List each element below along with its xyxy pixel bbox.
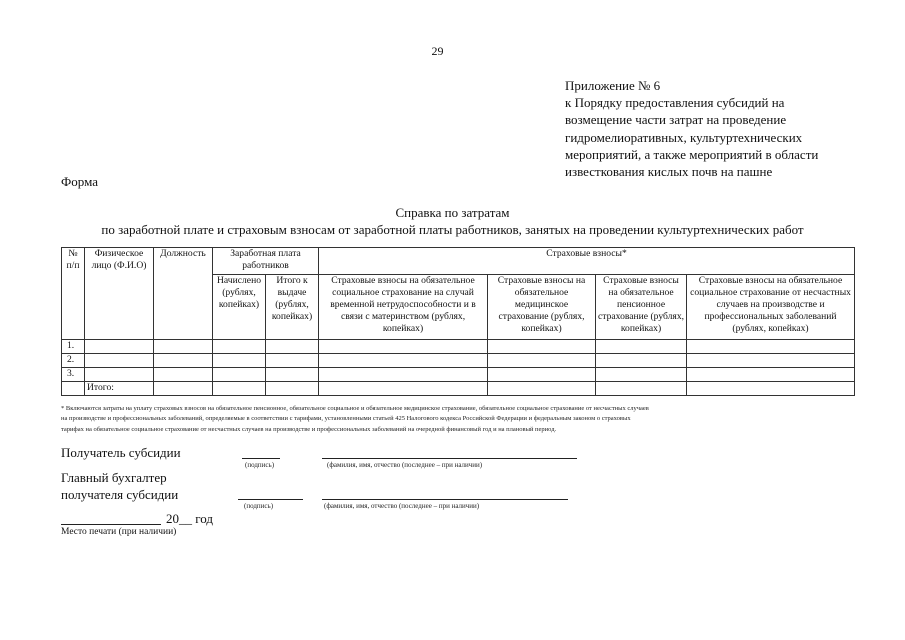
cell-ins-accident[interactable] — [687, 382, 855, 396]
cell-ins-accident[interactable] — [687, 354, 855, 368]
footnote-line: тарифах на обязательное социальное страхование от несчастных случаев на производстве и профессиональных заболеваний на очередной финансовый год и на плановый период. — [61, 425, 557, 433]
table-row — [62, 354, 855, 368]
recipient-signature-caption: (подпись) — [245, 461, 275, 469]
document-subtitle: по заработной плате и страховым взносам от заработной платы работников, занятых на проведении культуртехнических работ — [101, 222, 804, 237]
row-number: 3. — [62, 368, 85, 382]
expenses-table — [61, 247, 855, 396]
recipient-name-caption: (фамилия, имя, отчество (последнее – при наличии) — [327, 461, 483, 469]
date-line[interactable] — [61, 524, 161, 525]
row-number: 1. — [62, 340, 85, 354]
cell-person[interactable] — [85, 368, 154, 382]
row-number: 2. — [62, 354, 85, 368]
cell-accrued[interactable] — [213, 354, 266, 368]
header-position: Должность — [154, 248, 213, 340]
accountant-label-line2: получателя субсидии — [61, 487, 179, 502]
cell-to-pay[interactable] — [266, 368, 319, 382]
cell-ins-medical[interactable] — [488, 340, 596, 354]
cell-position[interactable] — [154, 340, 213, 354]
appendix-line: Приложение № 6 — [565, 78, 661, 93]
cell-person[interactable] — [85, 340, 154, 354]
header-ins-temp: Страховые взносы на обязательное социальное страхование на случай временной нетрудоспособности и в связи с материнством (рублях, копейках) — [319, 275, 488, 340]
header-accrued: Начислено (рублях, копейках) — [213, 275, 266, 340]
table-row — [62, 368, 855, 382]
document-title: Справка по затратам — [395, 205, 510, 220]
total-num-cell — [62, 382, 85, 396]
appendix-line: мероприятий, а также мероприятий в области — [565, 146, 819, 162]
accountant-signature-caption: (подпись) — [244, 502, 274, 510]
footnote-line: на производстве и профессиональных заболеваний, определяемые в соответствии с тарифами, установленными статьей 425 Налогового кодекса Российской Федерации и федеральным законом о страховых — [61, 415, 631, 423]
cell-position[interactable] — [154, 382, 213, 396]
footnote-line: * Включаются затраты на уплату страховых взносов на обязательное пенсионное, обязательное социальное и обязательное медицинское страхование, обязательное социальное страхование от несчастных случаев — [61, 405, 649, 412]
page-number: 29 — [431, 44, 444, 58]
cell-person[interactable] — [85, 354, 154, 368]
table-row — [62, 340, 855, 354]
recipient-name-line[interactable] — [322, 458, 577, 459]
cell-ins-accident[interactable] — [687, 368, 855, 382]
cell-ins-pension[interactable] — [596, 368, 687, 382]
cell-ins-medical[interactable] — [488, 382, 596, 396]
header-num: № п/п — [62, 248, 85, 340]
total-label: Итого: — [85, 382, 154, 396]
cell-accrued[interactable] — [213, 368, 266, 382]
cell-accrued[interactable] — [213, 340, 266, 354]
cell-ins-medical[interactable] — [488, 368, 596, 382]
cell-ins-accident[interactable] — [687, 340, 855, 354]
accountant-name-line[interactable] — [322, 499, 568, 500]
footnote — [61, 404, 856, 435]
cell-ins-temp[interactable] — [319, 340, 488, 354]
recipient-signature-line[interactable] — [242, 458, 280, 459]
header-ins-accident: Страховые взносы на обязательное социальное страхование от несчастных случаев на производстве и профессиональных заболеваний (рублях, копейках) — [687, 275, 855, 340]
header-ins-pension: Страховые взносы на обязательное пенсионное страхование (рублях, копейках) — [596, 275, 687, 340]
cell-ins-pension[interactable] — [596, 340, 687, 354]
cell-to-pay[interactable] — [266, 354, 319, 368]
total-row — [62, 382, 855, 396]
accountant-signature-line[interactable] — [238, 499, 303, 500]
cell-ins-pension[interactable] — [596, 354, 687, 368]
stamp-label: Место печати (при наличии) — [61, 527, 177, 537]
cell-ins-medical[interactable] — [488, 354, 596, 368]
cell-ins-temp[interactable] — [319, 368, 488, 382]
header-person: Физическое лицо (Ф.И.О) — [85, 248, 154, 340]
cell-ins-pension[interactable] — [596, 382, 687, 396]
appendix-block — [565, 77, 865, 180]
appendix-line: известкования кислых почв на пашне — [565, 164, 773, 180]
cell-ins-temp[interactable] — [319, 354, 488, 368]
appendix-line: возмещение части затрат на проведение — [565, 112, 787, 128]
cell-ins-temp[interactable] — [319, 382, 488, 396]
recipient-label: Получатель субсидии — [61, 445, 181, 460]
cell-accrued[interactable] — [213, 382, 266, 396]
header-salary: Заработная плата работников — [213, 248, 319, 275]
header-ins-medical: Страховые взносы на обязательное медицинское страхование (рублях, копейках) — [488, 275, 596, 340]
appendix-line: к Порядку предоставления субсидий на — [565, 95, 785, 111]
header-to-pay: Итого к выдаче (рублях, копейках) — [266, 275, 319, 340]
cell-position[interactable] — [154, 368, 213, 382]
accountant-label-line1: Главный бухгалтер — [61, 470, 167, 485]
accountant-name-caption: (фамилия, имя, отчество (последнее – при наличии) — [324, 502, 480, 510]
header-insurance: Страховые взносы* — [319, 248, 855, 275]
cell-position[interactable] — [154, 354, 213, 368]
appendix-line: гидромелиоративных, культуртехнических — [565, 129, 803, 145]
year-label: 20__ год — [166, 511, 213, 526]
cell-to-pay[interactable] — [266, 382, 319, 396]
cell-to-pay[interactable] — [266, 340, 319, 354]
form-label: Форма — [61, 174, 98, 189]
